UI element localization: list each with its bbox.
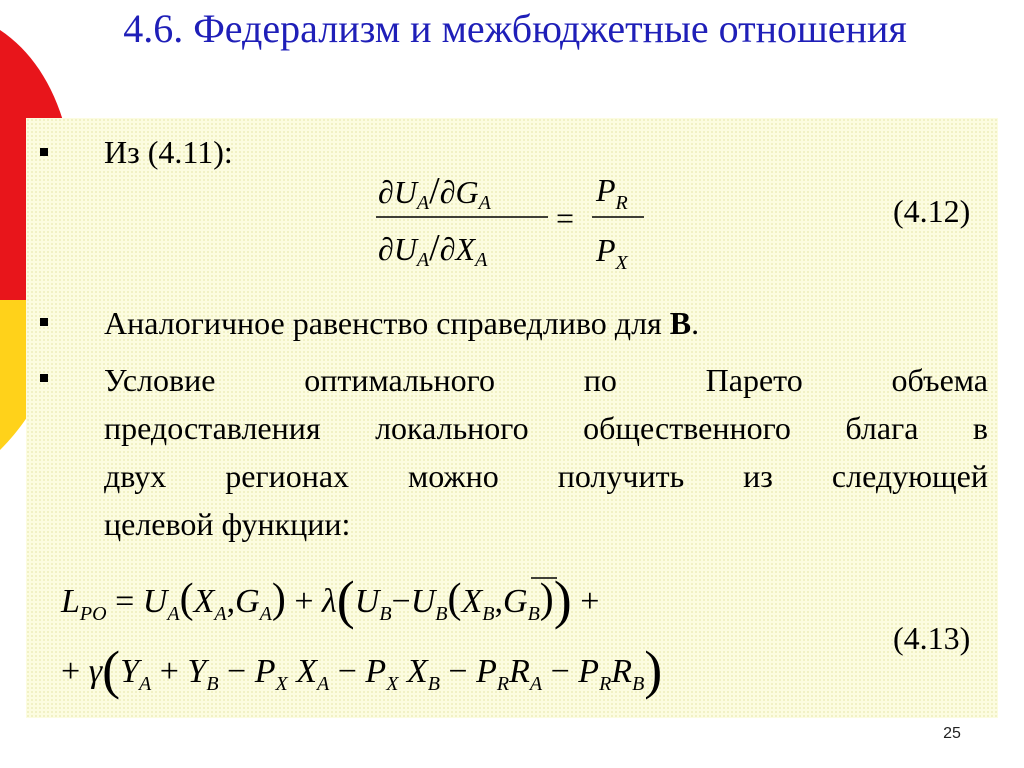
bullet-text-2-bold: B [669,305,692,341]
bullet-text-2-main: Аналогичное равенство справедливо для [104,305,670,341]
bullet-text-1: Из (4.11): [104,134,233,170]
bullet-text-3-line-2: предоставления локального общественного блага в [104,410,988,446]
page-number: 25 [943,725,961,742]
svg-text:LPO = UA(XA,GA) + λ(UB−UB(XB,G: $L_{PO} = U_A(X_A,G_A) + \lambda(U_B-U_B(X_B,G_B))$ + [61,570,600,630]
equation-label-4-12: (4.12) [893,193,971,229]
svg-text:+ γ(YA + YB − PX XA − PX XB −: + $\gamma(Y_A + Y_B - P_X$ $X_A - P_X$ $X_B - P_RR_A - P_RR_B$) [61,640,663,700]
bullet-marker [40,148,48,156]
bullet-text-2 [104,299,699,347]
bullet-text-3-line-3: двух регионах можно получить из следующей [104,458,988,494]
svg-text:PX: $P_X$ [596,232,628,274]
equation-4-12 [370,165,660,280]
svg-text:∂UA/∂XA: ∂UA/∂XA [378,227,488,271]
svg-text:PR: $P_R$ [596,172,628,214]
svg-text:∂UA/∂GA: ∂UA/∂GA [378,170,491,214]
bullet-text-2-end: . [691,305,700,341]
svg-text:=: = [556,200,575,236]
bullet-marker [40,318,48,326]
equation-4-13 [55,560,885,700]
bullet-text-3-line-4: целевой функции: [104,506,351,542]
bullet-text-3-line-1: Условие оптимального по Парето объема [104,362,988,398]
slide-title: 4.6. Федерализм и межбюджетные отношения [123,6,907,51]
equation-label-4-13: (4.13) [893,620,971,656]
bullet-marker [40,374,48,382]
